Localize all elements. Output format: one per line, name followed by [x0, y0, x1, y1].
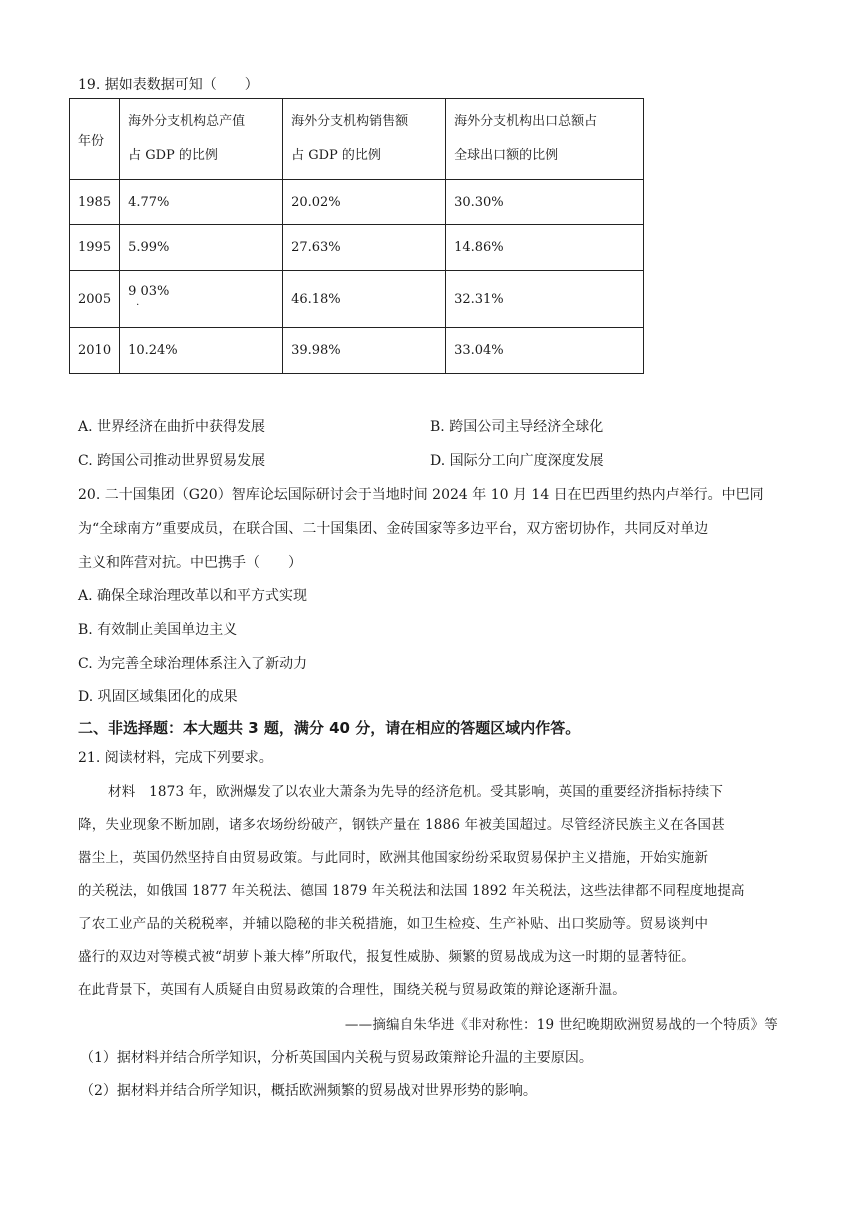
cell-export: 32.31%: [446, 271, 644, 328]
q19-stem: 19. 据如表数据可知（ ）: [78, 77, 259, 93]
cell-output: 4.77%: [120, 180, 283, 225]
cell-output-value: 9 03%: [128, 284, 170, 299]
header-year-line: 年份: [78, 133, 105, 149]
stray-dot-mark: ·: [136, 300, 140, 311]
q21-subquestion-2: （2）据材料并结合所学知识，概括欧洲频繁的贸易战对世界形势的影响。: [80, 1083, 537, 1099]
q21-subquestion-1: （1）据材料并结合所学知识，分析英国国内关税与贸易政策辩论升温的主要原因。: [80, 1050, 593, 1066]
cell-output: 5.99%: [120, 225, 283, 271]
cell-year: 1985: [70, 180, 120, 225]
q19-option-b: B. 跨国公司主导经济全球化: [430, 419, 604, 435]
cell-year: 2010: [70, 328, 120, 374]
cell-output: 10.24%: [120, 328, 283, 374]
q19-option-a: A. 世界经济在曲折中获得发展: [78, 419, 266, 435]
cell-year: 1995: [70, 225, 120, 271]
header-year: [70, 99, 120, 180]
q20-stem-line-2: 为“全球南方”重要成员，在联合国、二十国集团、金砖国家等多边平台，双方密切协作，共同反对单边: [78, 521, 709, 537]
cell-sales: 46.18%: [283, 271, 446, 328]
material-source: ——摘编自朱华进《非对称性：19 世纪晚期欧洲贸易战的一个特质》等: [344, 1017, 778, 1033]
header-sales-line-1: 海外分支机构销售额: [291, 114, 409, 129]
header-sales-ratio: [283, 99, 446, 180]
material-line-2: 降，失业现象不断加剧，诸多农场纷纷破产，钢铁产量在 1886 年被美国超过。尽管经济民族主义在各国甚: [78, 817, 725, 833]
table-row: [70, 271, 644, 328]
cell-export: 30.30%: [446, 180, 644, 225]
header-output-line-2: 占 GDP 的比例: [128, 148, 218, 163]
material-line-3: 嚣尘上，英国仍然坚持自由贸易政策。与此同时，欧洲其他国家纷纷采取贸易保护主义措施，开始实施新: [78, 850, 709, 866]
cell-sales: 20.02%: [283, 180, 446, 225]
header-output-ratio: [120, 99, 283, 180]
cell-sales: 39.98%: [283, 328, 446, 374]
q20-option-b: B. 有效制止美国单边主义: [78, 622, 238, 638]
q19-option-d: D. 国际分工向广度深度发展: [430, 453, 604, 469]
table-header-row: [70, 99, 644, 180]
q20-option-d: D. 巩固区域集团化的成果: [78, 689, 238, 705]
cell-export: 33.04%: [446, 328, 644, 374]
material-line-1: 材料 1873 年，欧洲爆发了以农业大萧条为先导的经济危机。受其影响，英国的重要经济指标持续下: [108, 784, 724, 800]
q20-stem-line-3: 主义和阵营对抗。中巴携手（ ）: [78, 555, 302, 571]
header-export-line-1: 海外分支机构出口总额占: [454, 114, 598, 129]
cell-output: [120, 271, 283, 328]
q19-option-c: C. 跨国公司推动世界贸易发展: [78, 453, 266, 469]
material-line-5: 了农工业产品的关税税率，并辅以隐秘的非关税措施，如卫生检疫、生产补贴、出口奖励等。贸易谈判中: [78, 916, 709, 932]
header-export-ratio: [446, 99, 644, 180]
q20-stem-line-1: 20. 二十国集团（G20）智库论坛国际研讨会于当地时间 2024 年 10 月 14 日在巴西里约热内卢举行。中巴同: [78, 487, 764, 503]
cell-sales: 27.63%: [283, 225, 446, 271]
q21-stem: 21. 阅读材料，完成下列要求。: [78, 750, 273, 766]
table-row: [70, 180, 644, 225]
header-sales-line-2: 占 GDP 的比例: [291, 148, 381, 163]
material-line-4: 的关税法，如俄国 1877 年关税法、德国 1879 年关税法和法国 1892 年关税法，这些法律都不同程度地提高: [78, 883, 745, 899]
q20-option-c: C. 为完善全球治理体系注入了新动力: [78, 656, 308, 672]
cell-year: 2005: [70, 271, 120, 328]
material-line-6: 盛行的双边对等模式被“胡萝卜兼大棒”所取代，报复性威胁、频繁的贸易战成为这一时期的显著特征。: [78, 949, 696, 965]
table-row: [70, 225, 644, 271]
section-heading: 二、非选择题：本大题共 3 题，满分 40 分，请在相应的答题区域内作答。: [78, 719, 581, 737]
q19-data-table: [69, 98, 644, 374]
cell-export: 14.86%: [446, 225, 644, 271]
header-output-line-1: 海外分支机构总产值: [128, 114, 246, 129]
material-line-7: 在此背景下，英国有人质疑自由贸易政策的合理性，围绕关税与贸易政策的辩论逐渐升温。: [78, 982, 626, 998]
header-export-line-2: 全球出口额的比例: [454, 148, 559, 163]
q20-option-a: A. 确保全球治理改革以和平方式实现: [78, 588, 308, 604]
table-row: [70, 328, 644, 374]
